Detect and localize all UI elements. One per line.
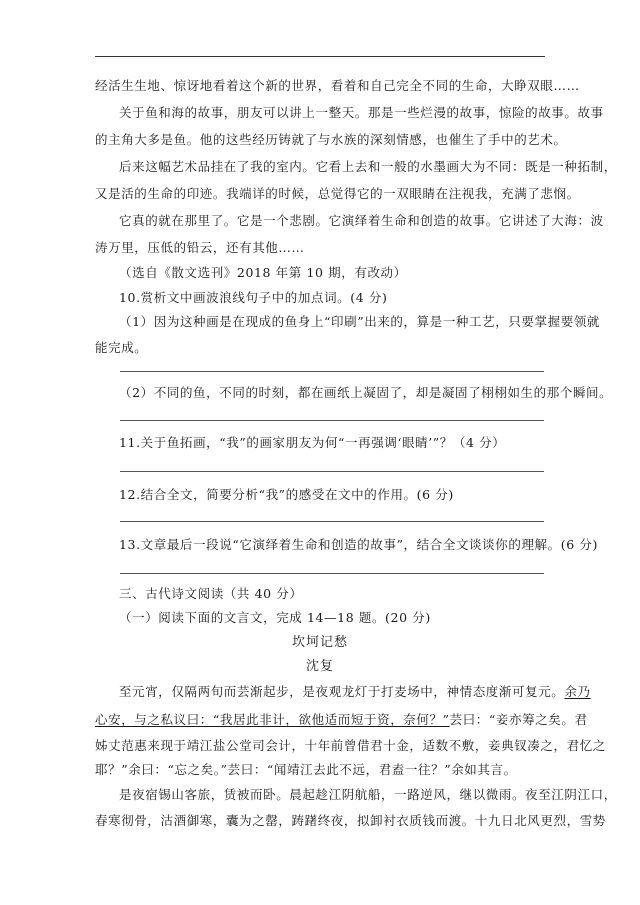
- section-3-subheading: （一）阅读下面的文言文，完成 14—18 题。(20 分): [119, 610, 431, 625]
- source-citation: （选自《散文选刊》2018 年第 10 期，有改动）: [119, 265, 407, 280]
- classical-text-line: [95, 712, 588, 728]
- question-12: 12.结合全文，简要分析“我”的感受在文中的作用。(6 分): [119, 487, 454, 502]
- question-10-item-2: （2）不同的鱼，不同的时刻，都在画纸上凝固了，却是凝固了栩栩如生的那个瞬间。: [119, 385, 613, 400]
- answer-line[interactable]: [120, 471, 544, 472]
- question-10-item-1-cont: 能完成。: [95, 340, 148, 355]
- section-3-heading: 三、古代诗文阅读（共 40 分）: [119, 586, 303, 601]
- classical-text-line: 是夜宿锡山客旅，赁被而卧。晨起趁江阴航船，一路逆风，继以微雨。夜至江阴江口，: [119, 787, 617, 802]
- passage-line: 经活生生地、惊讶地看着这个新的世界，看着和自己完全不同的生命，大睁双眼……: [95, 78, 580, 93]
- classical-text-line: 姊丈范惠来现于靖江盐公堂司会计，十年前曾借君十金，适数不敷，妾典钗凑之，君忆之: [95, 738, 606, 753]
- passage-line: 后来这幅艺术品挂在了我的室内。它看上去和一般的水墨画大为不同：既是一种拓制，: [119, 159, 617, 174]
- passage-line: 关于鱼和海的故事，朋友可以讲上一整天。那是一些烂漫的故事，惊险的故事。故事: [119, 105, 604, 120]
- question-13: 13.文章最后一段说“它演绎着生命和创造的故事”，结合全文谈谈你的理解。(6 分): [119, 537, 598, 552]
- classical-text-line: [119, 684, 591, 700]
- passage-line: 的主角大多是鱼。他的这些经历铸就了与水族的深刻情感，也催生了手中的艺术。: [95, 132, 567, 147]
- article-author: 沈复: [305, 659, 334, 674]
- header-rule: [95, 56, 545, 57]
- underlined-sentence: 余乃: [564, 684, 591, 699]
- classical-text-segment: 至元宵，仅隔两旬而芸渐起步，是夜观龙灯于打麦场中，神情态度渐可复元。: [119, 684, 565, 699]
- classical-text-line: 耶？”余曰：“忘之矣。”芸曰：“闻靖江去此不远，君盍一往？”余如其言。: [95, 762, 517, 777]
- answer-line[interactable]: [120, 573, 544, 574]
- classical-text-segment: 芸曰：“妾亦筹之矣。君: [449, 712, 588, 727]
- question-10-item-1: （1）因为这种画是在现成的鱼身上“印刷”出来的，算是一种工艺，只要掌握要领就: [119, 314, 601, 329]
- passage-line: 又是活的生命的印迹。我端详的时候，总觉得它的一双眼睛在注视我，充满了悲悯。: [95, 186, 580, 201]
- passage-line: 它真的就在那里了。它是一个悲剧。它演绎着生命和创造的故事。它讲述了大海：波: [119, 213, 604, 228]
- classical-text-line: 春寒彻骨，沽酒御寒，囊为之罄，踌躇终夜，拟卸衬衣质钱而渡。十九日北风更烈，雪势: [95, 813, 606, 828]
- passage-line: 涛万里，压低的铅云，还有其他……: [95, 240, 305, 255]
- answer-line[interactable]: [120, 521, 544, 522]
- question-11: 11.关于鱼拓画，“我”的画家朋友为何“一再强调‘眼睛’”？（4 分）: [119, 435, 506, 450]
- answer-line[interactable]: [120, 420, 544, 421]
- article-title: 坎坷记愁: [291, 635, 348, 650]
- underlined-sentence: 心安，与之私议曰：“我居此非计，欲他适而短于资，奈何？”: [95, 712, 450, 727]
- answer-line[interactable]: [120, 371, 544, 372]
- question-10-stem: 10.赏析文中画波浪线句子中的加点词。(4 分): [119, 290, 388, 305]
